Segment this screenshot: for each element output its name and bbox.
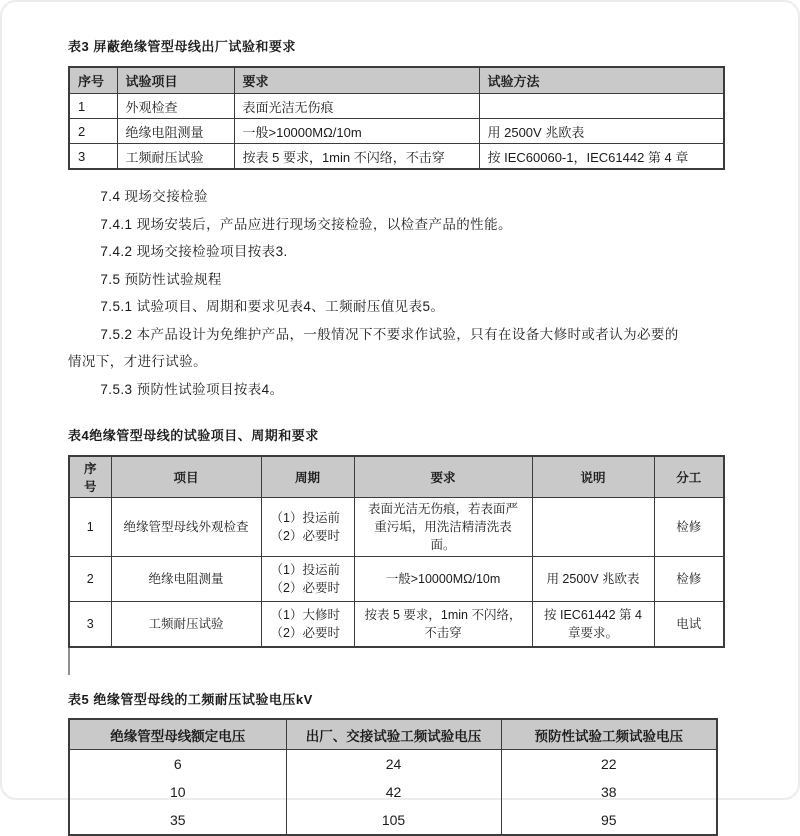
table-cell: 用 2500V 兆欧表 [532,557,654,602]
period-line: （1）大修时 [270,608,340,622]
table-cell: 工频耐压试验 [117,144,234,170]
table-cell [261,602,354,648]
table-cell: 3 [69,144,117,170]
table-row [69,806,717,835]
table-row [69,498,724,557]
table-cell: 24 [286,750,501,779]
table-row [69,119,724,144]
table-cell: 检修 [654,498,724,557]
column-header: 预防性试验工频试验电压 [501,719,717,750]
table-cell: 表面光洁无伤痕，若表面严重污垢，用洗洁精清洗表面。 [354,498,532,557]
table-row [69,94,724,119]
period-line: （2）必要时 [270,529,340,543]
table4 [68,455,725,648]
table-cell: 1 [69,498,111,557]
table-cell: 95 [501,806,717,835]
table-cell: 外观检查 [117,94,234,119]
period-line: （2）必要时 [270,581,340,595]
table-cell: 按表 5 要求，1min 不闪络，不击穿 [234,144,479,170]
table4-section [68,425,734,648]
column-header: 试验项目 [117,67,234,94]
column-header: 出厂、交接试验工频试验电压 [286,719,501,750]
table-cell: 6 [69,750,286,779]
table-cell: 22 [501,750,717,779]
table-cell: 42 [286,778,501,806]
table-cell [261,498,354,557]
column-header: 分工 [654,456,724,498]
table-cell: 3 [69,602,111,648]
table5-title: 表5 绝缘管型母线的工频耐压试验电压kV [68,692,313,707]
table-cell [479,94,724,119]
column-header: 周期 [261,456,354,498]
table-row [69,144,724,170]
table-cell: 绝缘电阻测量 [111,557,261,602]
table-cell: 38 [501,778,717,806]
paragraph-7-5-2-cont: 情况下，才进行试验。 [68,354,207,369]
table-cell: 按表 5 要求，1min 不闪络，不击穿 [354,602,532,648]
period-line: （1）投运前 [270,511,340,525]
column-header: 试验方法 [479,67,724,94]
column-header: 绝缘管型母线额定电压 [69,719,286,750]
table5 [68,718,718,836]
table-cell: 105 [286,806,501,835]
table-cell: 一般>10000MΩ/10m [354,557,532,602]
paragraph-7-4-1: 7.4.1 现场安装后，产品应进行现场交接检验，以检查产品的性能。 [100,216,512,232]
table-cell: 绝缘管型母线外观检查 [111,498,261,557]
table-cell: 检修 [654,557,724,602]
table-row [69,750,717,779]
period-line: （1）投运前 [270,563,340,577]
table-cell: 2 [69,119,117,144]
paragraph-7-5-2: 7.5.2 本产品设计为免维护产品，一般情况下不要求作试验，只有在设备大修时或者认为必要的 [100,326,679,342]
column-header: 要求 [234,67,479,94]
table-cell: 电试 [654,602,724,648]
column-header: 说明 [532,456,654,498]
table-row [69,602,724,648]
table3 [68,66,725,170]
table-row [69,778,717,806]
column-header: 序号 [69,456,111,498]
table-cell: 绝缘电阻测量 [117,119,234,144]
table-cell: 按 IEC60060-1，IEC61442 第 4 章 [479,144,724,170]
paragraph-7-4-2: 7.4.2 现场交接检验项目按表3. [100,244,288,259]
table5-header-row [69,719,717,750]
table-cell: 用 2500V 兆欧表 [479,119,724,144]
table-cell: 表面光洁无伤痕 [234,94,479,119]
table-cell: 35 [69,806,286,835]
table-cell: 一般>10000MΩ/10m [234,119,479,144]
scan-artifact-line [68,648,70,675]
table-cell [261,557,354,602]
table3-title: 表3 屏蔽绝缘管型母线出厂试验和要求 [68,39,296,54]
column-header: 项目 [111,456,261,498]
body-text [68,183,734,403]
paragraph-7-5-1: 7.5.1 试验项目、周期和要求见表4、工频耐压值见表5。 [100,299,445,314]
paragraph-7-5-3: 7.5.3 预防性试验项目按表4。 [100,381,284,397]
table-cell: 10 [69,778,286,806]
period-line: （2）必要时 [270,626,340,640]
table-cell: 1 [69,94,117,119]
table4-title: 表4绝缘管型母线的试验项目、周期和要求 [68,428,319,443]
paragraph-7-5: 7.5 预防性试验规程 [100,271,222,287]
table-cell: 工频耐压试验 [111,602,261,648]
column-header: 要求 [354,456,532,498]
table-cell: 2 [69,557,111,602]
table3-header-row [69,67,724,94]
column-header: 序号 [69,67,117,94]
table-cell: 按 IEC61442 第 4 章要求。 [532,602,654,648]
table-cell [532,498,654,557]
table-row [69,557,724,602]
paragraph-7-4: 7.4 现场交接检验 [100,189,208,204]
table4-header-row [69,456,724,498]
